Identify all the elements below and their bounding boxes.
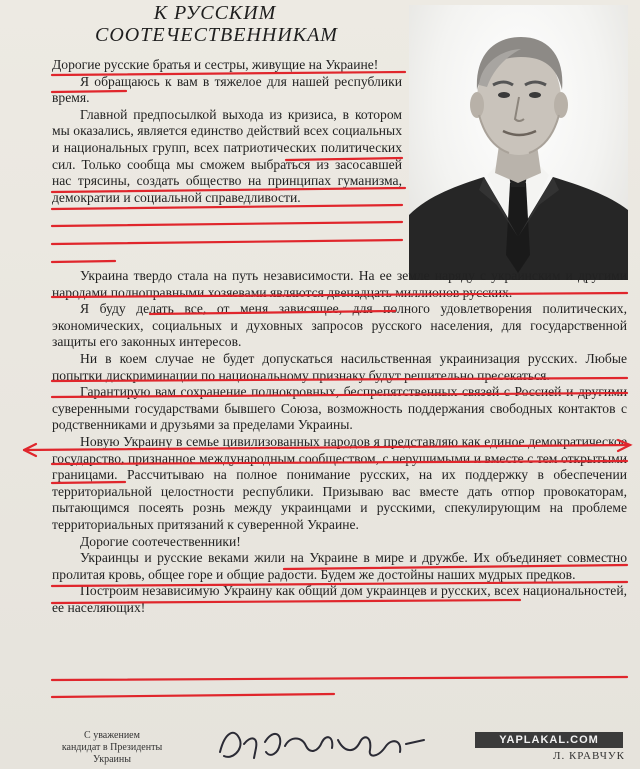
handwritten-signature — [210, 722, 430, 766]
paragraph-new-ukraine: Новую Украину в семье цивилизованных народов я представляю как единое демократическое государство, признанное международным сообществом, с нерушимыми и вместе с тем открытыми границами. Рассчитываю на полное понимание русских, на их поддержку в обеспечении территориальной целостности республики. Призываю вас вместе дать отпор провокаторам, пытающимся посеять рознь между украинцами и русскими, спекулирующим на проблеме территориальных притязаний к суверенной Украине. — [52, 433, 627, 532]
title-line-2: СООТЕЧЕСТВЕННИКАМ — [95, 24, 338, 46]
paragraph-independence: Украина твердо стала на путь независимости. На ее земле наряду с украинским и другими народами полноправными хозяевами являются двенадцать миллионов русских. — [52, 268, 627, 300]
title-line-1: К РУССКИМ — [153, 2, 277, 24]
paragraph-support: Я буду делать все, от меня зависящее, для полного удовлетворения политических, экономических, социальных и духовных запросов русского населения, для государственной защиты его законных интересов. — [52, 301, 627, 350]
greeting: Дорогие русские братья и сестры, живущие на Украине! — [52, 57, 379, 72]
signoff — [52, 730, 172, 766]
letter-intro — [52, 57, 402, 206]
paragraph-friendship: Украинцы и русские веками жили на Украине в мире и дружбе. Их объединяет совместно пролитая кровь, общее горе и общие радости. Будем же достойны наших мудрых предков. — [52, 550, 627, 582]
portrait-illustration — [409, 5, 628, 280]
paragraph-appeal: Я обращаюсь к вам в тяжелое для нашей республики время. — [52, 73, 402, 106]
paragraph-closing: Построим независимую Украину как общий дом украинцев и русских, всех национальностей, ее населяющих! — [52, 583, 627, 615]
portrait-photo — [409, 5, 628, 280]
signature-name: Л. КРАВЧУК — [553, 750, 626, 762]
letter-body — [52, 268, 627, 616]
signoff-line-1: С уважением — [84, 730, 140, 741]
signoff-line-3: Украины — [93, 754, 131, 765]
signoff-line-2: кандидат в Президенты — [61, 742, 163, 753]
page-title — [95, 2, 338, 46]
watermark-badge: YAPLAKAL.COM — [475, 732, 623, 748]
paragraph-address: Дорогие соотечественники! — [80, 533, 241, 549]
paragraph-no-ukrainization: Ни в коем случае не будет допускаться насильственная украинизация русских. Любые попытки дискриминации по национальному признаку будут решительно пресекаться. — [52, 350, 627, 383]
paragraph-guarantee: Гарантирую вам сохранение полнокровных, беспрепятственных связей с Россией и другими суверенными государствами бывшего Союза, возможность поддержания свободных контактов с родственниками и друзьями за пределами Украины. — [52, 384, 627, 433]
paragraph-unity: Главной предпосылкой выхода из кризиса, в котором мы оказались, является единство действий всех социальных и национальных групп, всех патриотических политических сил. Только сообща мы сможем выбраться из засосавшей нас трясины, создать общество на принципах гуманизма, демократии и социальной справедливости. — [52, 106, 402, 205]
